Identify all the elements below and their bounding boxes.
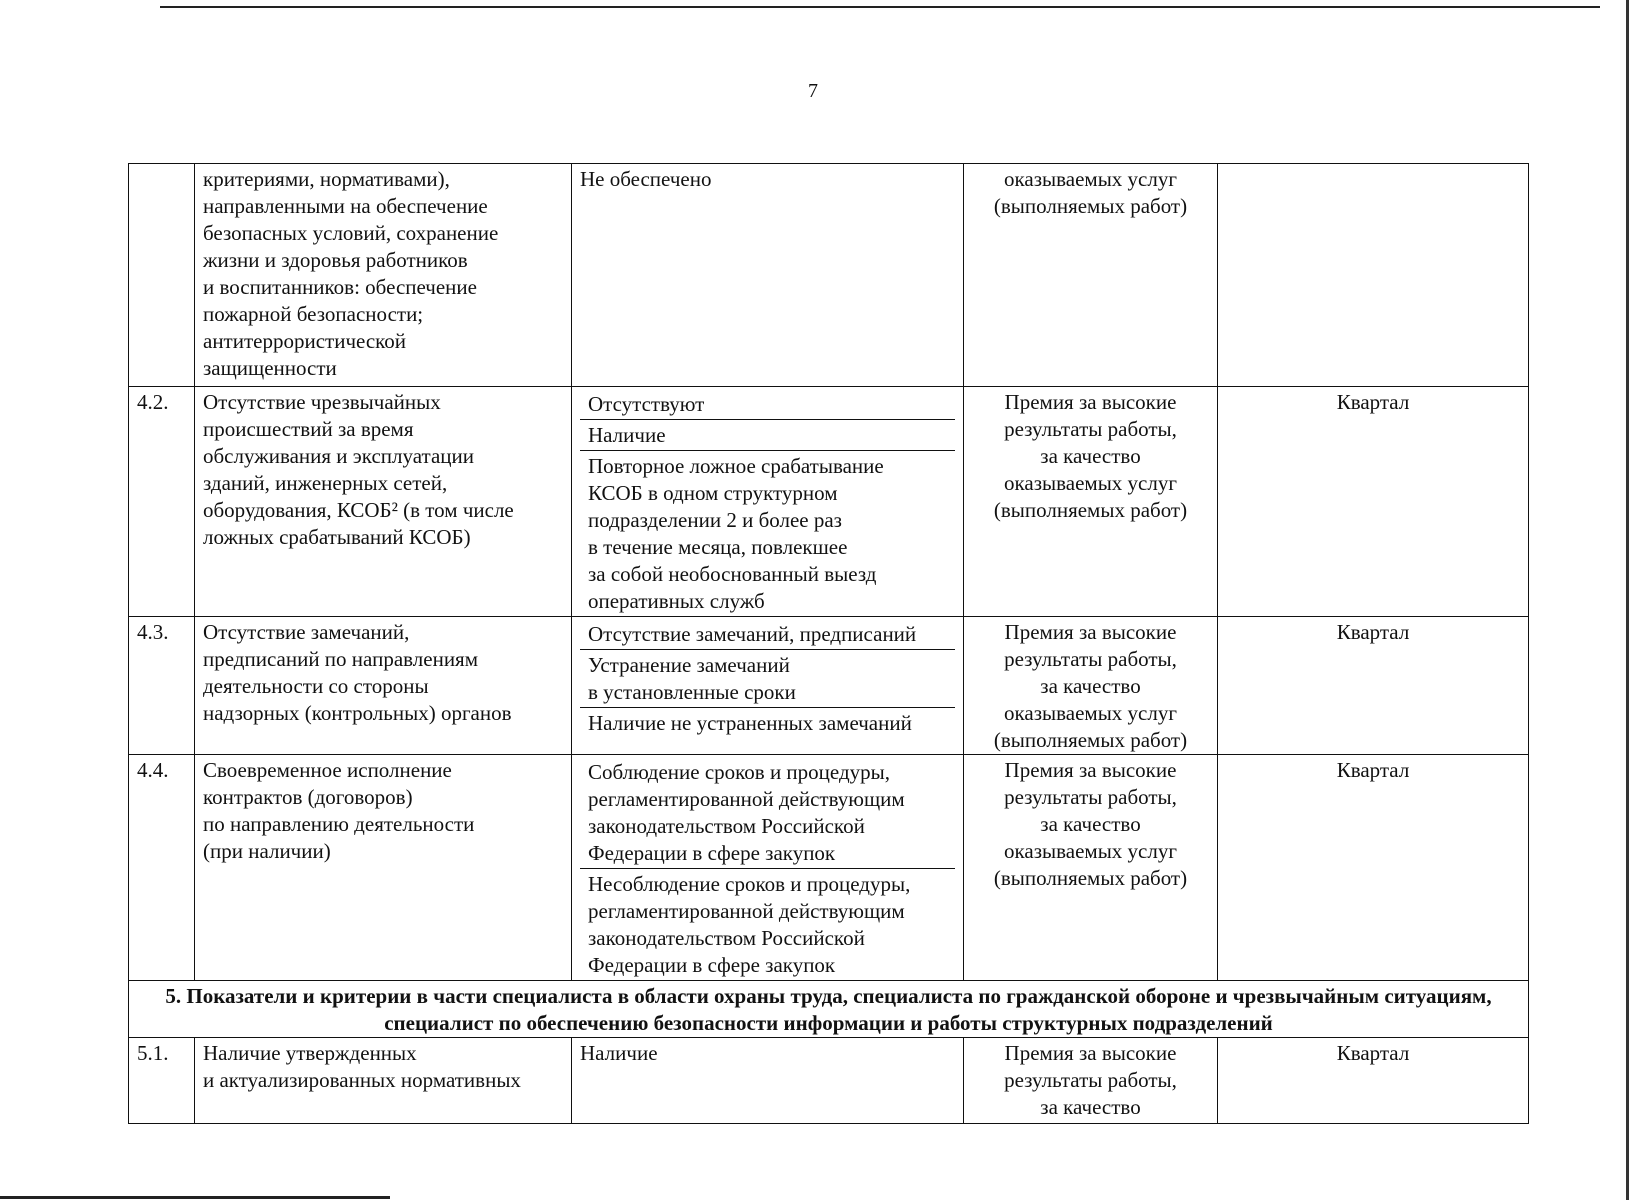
period-cell: Квартал: [1218, 387, 1529, 617]
criterion-item: Устранение замечаний в установленные сроки: [580, 649, 955, 707]
row-number: 5.1.: [129, 1038, 195, 1124]
criteria-cell: Не обеспечено: [572, 164, 964, 387]
scan-right-edge: [1626, 0, 1629, 1200]
table-row: [129, 755, 1529, 981]
criteria-cell: [572, 617, 964, 755]
criterion-item: Отсутствуют: [588, 392, 705, 416]
period-cell: Квартал: [1218, 617, 1529, 755]
criterion-item: Наличие не устраненных замечаний: [580, 707, 955, 738]
payment-type-cell: Премия за высокие результаты работы, за качество оказываемых услуг (выполняемых работ): [964, 387, 1218, 617]
payment-type-cell: Премия за высокие результаты работы, за качество оказываемых услуг (выполняемых работ): [964, 617, 1218, 755]
criteria-cell: [572, 755, 964, 981]
table-row: [129, 617, 1529, 755]
payment-type-cell: Премия за высокие результаты работы, за качество: [964, 1038, 1218, 1124]
table-row: [129, 164, 1529, 387]
criterion-item: Несоблюдение сроков и процедуры, регламентированной действующим законодательством Российской Федерации в сфере закупок: [580, 868, 955, 980]
row-number: [129, 164, 195, 387]
payment-type-cell: Премия за высокие результаты работы, за качество оказываемых услуг (выполняемых работ): [964, 755, 1218, 981]
criterion-item: Наличие: [580, 419, 955, 450]
payment-type-cell: оказываемых услуг (выполняемых работ): [964, 164, 1218, 387]
row-number: 4.2.: [129, 387, 195, 617]
period-cell: Квартал: [1218, 1038, 1529, 1124]
criteria-cell: Наличие: [572, 1038, 964, 1124]
period-cell: Квартал: [1218, 755, 1529, 981]
page-number: 7: [808, 80, 818, 102]
row-number: 4.3.: [129, 617, 195, 755]
row-number: 4.4.: [129, 755, 195, 981]
indicator-cell: Отсутствие чрезвычайных происшествий за время обслуживания и эксплуатации зданий, инженерных сетей, оборудования, КСОБ² (в том числе ложных срабатываний КСОБ): [195, 387, 572, 617]
criterion-item: Отсутствие замечаний, предписаний: [588, 622, 917, 646]
indicator-cell: Своевременное исполнение контрактов (договоров) по направлению деятельности (при наличии): [195, 755, 572, 981]
indicator-cell: Отсутствие замечаний, предписаний по направлениям деятельности со стороны надзорных (контрольных) органов: [195, 617, 572, 755]
table-row: [129, 1038, 1529, 1124]
indicator-cell: Наличие утвержденных и актуализированных нормативных: [195, 1038, 572, 1124]
criteria-cell: [572, 387, 964, 617]
criterion-item: Повторное ложное срабатывание КСОБ в одном структурном подразделении 2 и более раз в течение месяца, повлекшее за собой необоснованный выезд оперативных служб: [580, 450, 955, 616]
table-row: [129, 387, 1529, 617]
section-heading-row: [129, 981, 1529, 1038]
indicator-cell: критериями, нормативами), направленными на обеспечение безопасных условий, сохранение жизни и здоровья работников и воспитанников: обеспечение пожарной безопасности; антитеррористической защищенности: [195, 164, 572, 387]
section-heading: 5. Показатели и критерии в части специалиста в области охраны труда, специалиста по гражданской обороне и чрезвычайным ситуациям, специалист по обеспечению безопасности информации и работы структурных подразделений: [129, 981, 1529, 1038]
criterion-item: Соблюдение сроков и процедуры, регламентированной действующим законодательством Российской Федерации в сфере закупок: [588, 760, 905, 865]
scan-top-rule: [160, 6, 1600, 8]
criteria-table: [128, 163, 1529, 1124]
period-cell: [1218, 164, 1529, 387]
scan-bottom-rule: [0, 1196, 390, 1199]
